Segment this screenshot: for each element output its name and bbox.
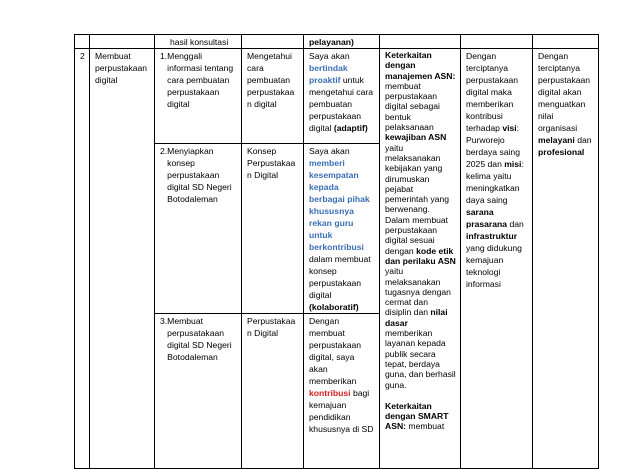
value-kontribusi: Dengan membuat perpustakaan digital, saya akan memberikan kontribusi bagi kemajuan pendidikan khususnya di SD [304,314,380,469]
step-3-number: 3. [160,316,168,326]
table-row-previous [75,35,599,49]
step-2-text: Menyiapkan konsep perpustakaan digital SD Negeri Botodaleman [167,146,232,204]
value-adaptif: Saya akan bertindak proaktif untuk mengetahui cara pembuatan perpustakaan digital (adaptif) [304,49,380,144]
activity-table [74,34,599,469]
step-1 [155,49,242,144]
step-2-output: Konsep Perpustakaan Digital [242,144,304,314]
step-2-number: 2. [160,146,168,156]
asn-management-link: Keterkaitan dengan manajemen ASN: membuat perpustakaan digital sebagai bentuk pelaksanaan kewajiban ASN yaitu melaksanakan kebijakan yang dirumuskan pejabat pemerintah yang berwenang. Dalam membuat perpustakaan digital sesuai dengan kode etik dan perilaku ASN yaitu melaksanakan tugasnya dengan cermat dan disiplin dan nilai dasar memberikan layanan kepada publik secara tepat, berdaya guna, dan berhasil guna. Keterkaitan dengan SMART ASN: membuat [380,49,461,469]
step-3-output: Perpustakaan Digital [242,314,304,469]
step-1-text: Menggali informasi tentang cara pembuatan perpustakaan digital [167,51,234,109]
vision-mission-link: Dengan terciptanya perpustakaan digital maka memberikan kontribusi terhadap visi: Purworejo berdaya saing 2025 dan misi: kelima yaitu meningkatkan daya saing sarana prasarana dan infrastruktur yang didukung kemajuan teknologi informasi [461,49,533,469]
organization-values: Dengan terciptanya perpustakaan digital akan menguatkan nilai organisasi melayani dan profesional [533,49,599,469]
step-2 [155,144,242,314]
step-1-number: 1. [160,51,168,61]
table-row [75,49,599,144]
value-kolaboratif: Saya akan memberi kesempatan kepada berbagai pihak khususnya rekan guru untuk berkontribusi dalam membuat konsep perpustakaan digital (kolaboratif) [304,144,380,314]
activity-name: Membuat perpustakaan digital [90,49,155,469]
step-3-text: Membuat perpusatakaan digital SD Negeri Botodaleman [167,316,232,362]
previous-activity: hasil konsultasi [155,35,242,49]
step-3 [155,314,242,469]
previous-output: pelayanan) [304,35,380,49]
step-1-output: Mengetahui cara pembuatan perpustakaan digital [242,49,304,144]
row-number: 2 [75,49,90,469]
